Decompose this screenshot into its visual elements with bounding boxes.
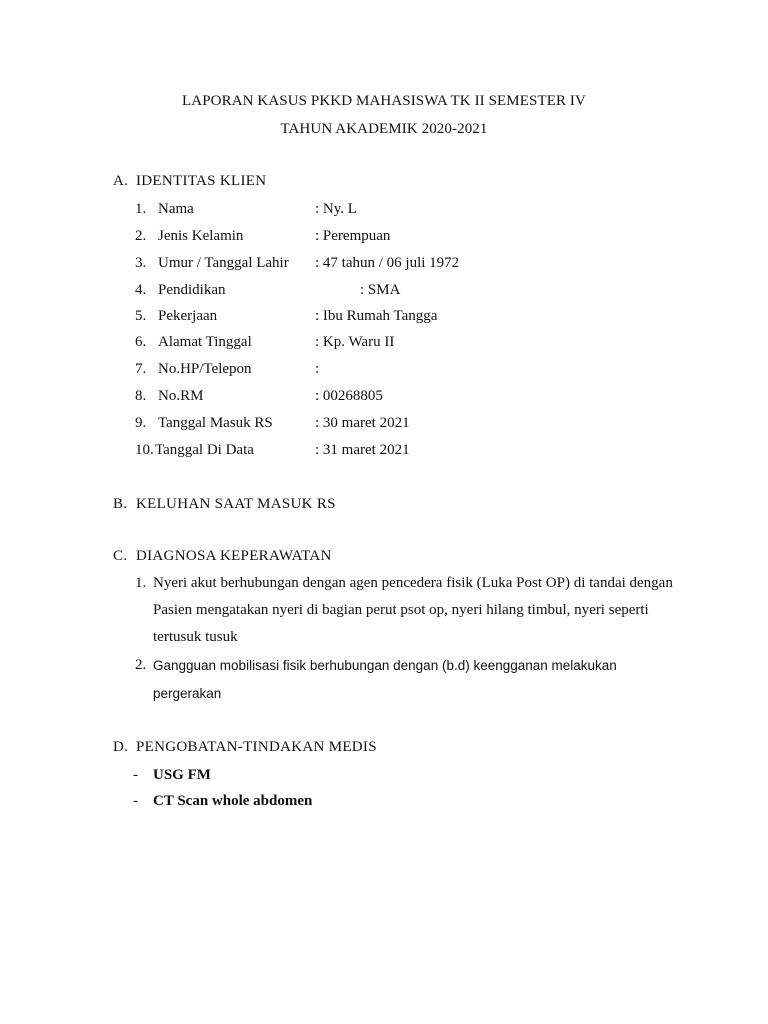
row-label: Jenis Kelamin <box>158 228 244 244</box>
row-number: 8. <box>135 388 147 404</box>
row-value: : 30 maret 2021 <box>315 415 410 431</box>
diagnosis-line: Pasien mengatakan nyeri di bagian perut psot op, nyeri hilang timbul, nyeri seperti <box>153 602 649 618</box>
section-d-heading <box>113 739 377 756</box>
row-label: No.RM <box>158 388 204 404</box>
row-value: : Ny. L <box>315 201 357 217</box>
row-value: : 00268805 <box>315 388 383 404</box>
section-b-heading <box>113 496 336 513</box>
section-title: PENGOBATAN-TINDAKAN MEDIS <box>136 739 377 755</box>
row-value: : 31 maret 2021 <box>315 442 410 458</box>
identity-row-tanggal-masuk <box>135 415 410 432</box>
row-label: No.HP/Telepon <box>158 361 252 377</box>
row-number: 1. <box>135 201 147 217</box>
row-value: : 47 tahun / 06 juli 1972 <box>315 255 460 271</box>
diagnosis-line: pergerakan <box>153 686 222 701</box>
diagnosis-line: Nyeri akut berhubungan dengan agen pencedera fisik (Luka Post OP) di tandai dengan <box>153 575 673 591</box>
row-label: Alamat Tinggal <box>158 334 252 350</box>
section-title: KELUHAN SAAT MASUK RS <box>136 496 336 512</box>
row-value: : SMA <box>360 282 401 298</box>
section-letter: B. <box>113 496 128 512</box>
row-label: Pendidikan <box>158 282 226 298</box>
row-number: 5. <box>135 308 147 324</box>
row-number: 7. <box>135 361 147 377</box>
row-number: 10. <box>135 442 154 458</box>
identity-row-telepon <box>135 361 320 378</box>
bullet-dash: - <box>133 767 138 783</box>
row-value: : Ibu Rumah Tangga <box>315 308 438 324</box>
row-number: 2. <box>135 228 147 244</box>
section-letter: D. <box>113 739 129 755</box>
identity-row-umur <box>135 255 460 272</box>
row-label: Nama <box>158 201 194 217</box>
identity-row-alamat <box>135 334 395 351</box>
diagnosis-line: Gangguan mobilisasi fisik berhubungan dengan (b.d) keengganan melakukan <box>153 658 617 673</box>
row-label: Pekerjaan <box>158 308 218 324</box>
section-title: DIAGNOSA KEPERAWATAN <box>136 548 332 564</box>
section-letter: A. <box>113 173 129 189</box>
row-number: 3. <box>135 255 147 271</box>
academic-year-title: TAHUN AKADEMIK 2020-2021 <box>280 121 488 137</box>
row-number: 6. <box>135 334 147 350</box>
identity-row-nama <box>135 201 357 218</box>
identity-row-tanggal-data <box>135 442 410 459</box>
row-value: : Kp. Waru II <box>315 334 395 350</box>
section-title: IDENTITAS KLIEN <box>136 173 267 189</box>
row-label: Umur / Tanggal Lahir <box>158 255 289 271</box>
diagnosis-number: 1. <box>135 575 147 591</box>
section-a-heading <box>113 173 266 190</box>
bullet-dash: - <box>133 793 138 809</box>
row-label: Tanggal Masuk RS <box>158 415 273 431</box>
row-value: : <box>315 361 320 377</box>
section-letter: C. <box>113 548 128 564</box>
report-title: LAPORAN KASUS PKKD MAHASISWA TK II SEMESTER IV <box>182 93 586 109</box>
treatment-text: CT Scan whole abdomen <box>153 793 313 809</box>
row-value: : Perempuan <box>315 228 391 244</box>
identity-row-no-rm <box>135 388 383 405</box>
diagnosis-line: tertusuk tusuk <box>153 629 238 645</box>
row-label: Tanggal Di Data <box>155 442 254 458</box>
identity-row-pekerjaan <box>135 308 438 325</box>
diagnosis-number: 2. <box>135 657 147 673</box>
section-c-heading <box>113 548 332 565</box>
treatment-text: USG FM <box>153 767 211 783</box>
row-number: 4. <box>135 282 147 298</box>
row-number: 9. <box>135 415 147 431</box>
identity-row-jenis-kelamin <box>135 228 391 245</box>
identity-row-pendidikan <box>135 282 401 299</box>
